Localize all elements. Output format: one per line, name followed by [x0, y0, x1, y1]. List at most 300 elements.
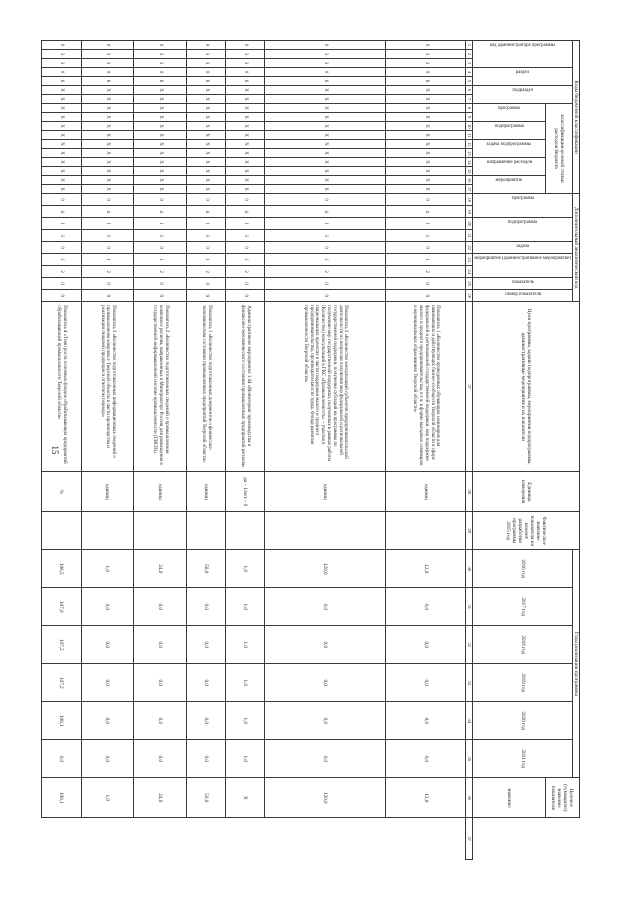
code-cell: 3: [134, 59, 187, 68]
column-number: 35: [466, 740, 473, 778]
year-value-cell: 106,5: [42, 550, 81, 588]
year-value-cell: 1,0: [226, 550, 265, 588]
indicator-text: Показатель 4 «Темп роста основных фондов обрабатывающих предприятий обрабатывающей промышленности Тверской области»: [42, 302, 81, 472]
analytic-label-2: [473, 242, 573, 254]
code-cell: X: [226, 176, 265, 185]
code-cell: 6: [81, 77, 134, 86]
target-value-cell: 50,0: [187, 778, 226, 818]
code-cell: 0: [187, 68, 226, 77]
code-cell: X: [187, 158, 226, 167]
analytic-code-cell: 4: [187, 206, 226, 218]
year-header-0: 2016 год: [473, 550, 573, 588]
code-cell: X: [226, 104, 265, 113]
analytic-code-cell: 2: [265, 266, 386, 278]
code-label-3: классификация целевой статьи расходов бюджета: [545, 104, 572, 194]
year-value-cell: 0,0: [81, 664, 134, 702]
code-cell: X: [134, 185, 187, 194]
target-header: Целевое (суммарное) значение показателя: [545, 778, 579, 818]
analytic-code-cell: 0: [134, 242, 187, 254]
column-number: 12: [466, 140, 473, 149]
year-value-cell: 0,0: [187, 588, 226, 626]
code-cell: X: [226, 140, 265, 149]
code-cell: 3: [81, 50, 134, 59]
code-label-2: [473, 86, 573, 104]
target-value-cell: 108,1: [42, 778, 81, 818]
analytic-code-cell: 3: [386, 230, 466, 242]
analytic-code-cell: 3: [42, 230, 81, 242]
code-cell: X: [265, 149, 386, 158]
code-cell: X: [386, 95, 466, 104]
year-value-cell: 50,0: [187, 550, 226, 588]
analytic-code-cell: 0: [134, 194, 187, 206]
analytic-code-cell: 3: [226, 230, 265, 242]
analytic-code-cell: 9: [226, 290, 265, 302]
analytic-code-cell: 2: [42, 266, 81, 278]
column-number: 21: [466, 230, 473, 242]
fact-cell: [187, 512, 226, 550]
code-cell: 3: [265, 59, 386, 68]
code-cell: X: [187, 140, 226, 149]
column-number: 25: [466, 278, 473, 290]
code-cell: X: [42, 122, 81, 131]
analytic-code-cell: 0: [386, 242, 466, 254]
code-cell: X: [42, 86, 81, 95]
analytic-code-cell: 0: [265, 194, 386, 206]
column-number: 24: [466, 266, 473, 278]
fact-cell: [265, 512, 386, 550]
analytic-code-cell: 4: [386, 206, 466, 218]
code-label-7: [473, 158, 546, 176]
analytic-code-cell: 1: [187, 254, 226, 266]
table-row: [265, 41, 386, 860]
column-number: 9: [466, 113, 473, 122]
code-cell: 6: [187, 77, 226, 86]
analytic-label-3: [473, 254, 573, 278]
analytic-code-cell: 1: [386, 254, 466, 266]
column-number: 26: [466, 290, 473, 302]
year-value-cell: 0,0: [265, 702, 386, 740]
year-header-2: 2018 год: [473, 626, 573, 664]
analytic-code-cell: 0: [386, 278, 466, 290]
table-row: [42, 41, 81, 860]
code-cell: X: [81, 140, 134, 149]
table-row: [226, 41, 265, 860]
year-value-cell: 1,0: [226, 588, 265, 626]
analytic-code-cell: 4: [81, 206, 134, 218]
column-number: 6: [466, 86, 473, 95]
fact-cell: [226, 512, 265, 550]
year-value-cell: 1,0: [226, 702, 265, 740]
year-value-cell: 0,0: [134, 702, 187, 740]
year-value-cell: 0,0: [42, 740, 81, 778]
year-value-cell: 108,1: [42, 702, 81, 740]
year-value-cell: 0,0: [265, 626, 386, 664]
code-cell: X: [81, 86, 134, 95]
analytic-label-3-text: мероприятие (административное мероприятие): [474, 256, 571, 262]
code-cell: X: [386, 113, 466, 122]
year-value-cell: 107,2: [42, 626, 81, 664]
code-cell: X: [386, 131, 466, 140]
analytic-code-cell: 4: [226, 206, 265, 218]
code-cell: X: [386, 176, 466, 185]
code-cell: X: [265, 86, 386, 95]
code-cell: X: [134, 131, 187, 140]
code-cell: X: [187, 104, 226, 113]
code-cell: X: [42, 104, 81, 113]
analytic-code-cell: 0: [42, 194, 81, 206]
code-cell: X: [386, 104, 466, 113]
column-number: 3: [466, 59, 473, 68]
code-cell: X: [187, 122, 226, 131]
code-cell: X: [134, 176, 187, 185]
code-cell: X: [226, 131, 265, 140]
code-cell: X: [226, 167, 265, 176]
code-label-8-text: мероприятие: [495, 178, 523, 183]
header-row-1: [573, 41, 580, 860]
code-cell: 0: [187, 41, 226, 50]
column-number: 34: [466, 702, 473, 740]
analytic-code-cell: 1: [134, 218, 187, 230]
target-value-cell: 120,0: [265, 778, 386, 818]
code-cell: 6: [42, 77, 81, 86]
code-label-0: [473, 41, 573, 68]
program-name-header: Цели программы, задачи подпрограммы, мероприятия подпрограммы, административные мероприятия и их показатели: [473, 302, 580, 472]
code-cell: 0: [134, 41, 187, 50]
code-cell: X: [226, 149, 265, 158]
column-number: 17: [466, 185, 473, 194]
analytic-code-cell: 2: [386, 266, 466, 278]
code-cell: X: [386, 86, 466, 95]
code-label-7-text: направление расходов: [486, 160, 532, 165]
rotated-page-area: [56, 40, 580, 860]
target-value-cell: Х: [226, 778, 265, 818]
analytic-code-cell: 0: [81, 194, 134, 206]
analytic-code-cell: 4: [265, 206, 386, 218]
analytics-section-header: Дополнительный аналитический код: [573, 194, 580, 302]
code-cell: X: [81, 131, 134, 140]
year-value-cell: 0,0: [134, 664, 187, 702]
code-cell: X: [187, 113, 226, 122]
code-cell: X: [134, 149, 187, 158]
code-cell: 0: [42, 68, 81, 77]
column-number: 2: [466, 50, 473, 59]
unit-cell: да – 1/нет – 0: [226, 472, 265, 512]
code-cell: X: [226, 185, 265, 194]
code-cell: 3: [386, 50, 466, 59]
year-value-cell: 24,0: [134, 550, 187, 588]
column-number: 10: [466, 122, 473, 131]
code-label-5: [473, 122, 546, 140]
column-number: 23: [466, 254, 473, 266]
analytic-code-cell: 9: [42, 290, 81, 302]
unit-cell: единиц: [386, 472, 466, 512]
code-cell: X: [386, 140, 466, 149]
code-cell: X: [265, 113, 386, 122]
analytic-code-cell: 1: [81, 254, 134, 266]
fact-header: Фактическое значение показателя на момент разработки программы 2015 год: [473, 512, 580, 550]
table-row: [187, 41, 226, 860]
column-number: 22: [466, 242, 473, 254]
analytic-code-cell: 1: [226, 218, 265, 230]
code-cell: 3: [81, 59, 134, 68]
indicator-text: Административное мероприятие 1.04 «Мониторинг производства и финансово-экономического состояния промышленных предприятий региона»: [226, 302, 265, 472]
code-cell: X: [187, 149, 226, 158]
unit-cell: единиц: [81, 472, 134, 512]
code-cell: X: [187, 185, 226, 194]
target-value-cell: 24,0: [134, 778, 187, 818]
analytic-code-cell: 9: [386, 290, 466, 302]
analytic-code-cell: 9: [265, 290, 386, 302]
code-cell: X: [187, 95, 226, 104]
code-cell: X: [134, 104, 187, 113]
analytic-code-cell: 1: [386, 218, 466, 230]
unit-cell: единиц: [265, 472, 386, 512]
analytic-label-1: [473, 218, 573, 242]
year-value-cell: 0,0: [386, 626, 466, 664]
analytic-code-cell: 3: [265, 230, 386, 242]
year-value-cell: 0,0: [81, 626, 134, 664]
analytic-code-cell: 1: [81, 218, 134, 230]
analytic-code-cell: 0: [265, 278, 386, 290]
analytic-code-cell: 1: [187, 218, 226, 230]
code-label-6: [473, 140, 546, 158]
analytic-code-cell: 9: [134, 290, 187, 302]
column-number: 31: [466, 588, 473, 626]
year-value-cell: 0,0: [386, 702, 466, 740]
code-cell: X: [265, 185, 386, 194]
analytic-code-cell: 1: [42, 218, 81, 230]
code-cell: 6: [265, 77, 386, 86]
year-value-cell: 1,0: [81, 550, 134, 588]
year-value-cell: 1,0: [226, 740, 265, 778]
year-value-cell: 120,0: [265, 550, 386, 588]
column-number: 13: [466, 149, 473, 158]
analytic-code-cell: 0: [226, 242, 265, 254]
column-number: 37: [466, 818, 473, 860]
column-number: 14: [466, 158, 473, 167]
code-cell: X: [386, 185, 466, 194]
code-cell: X: [81, 185, 134, 194]
unit-cell: %: [42, 472, 81, 512]
year-value-cell: 0,0: [386, 664, 466, 702]
year-value-cell: 0,0: [134, 588, 187, 626]
analytic-code-cell: 0: [42, 242, 81, 254]
analytic-code-cell: 0: [187, 194, 226, 206]
code-cell: 3: [187, 50, 226, 59]
code-cell: 3: [187, 59, 226, 68]
analytic-code-cell: 4: [42, 206, 81, 218]
year-value-cell: 0,0: [134, 626, 187, 664]
analytic-code-cell: 0: [226, 194, 265, 206]
unit-cell: единиц: [134, 472, 187, 512]
code-cell: X: [226, 86, 265, 95]
code-cell: 3: [42, 50, 81, 59]
analytic-label-5-text: номер показателя: [504, 292, 541, 298]
code-cell: 6: [226, 77, 265, 86]
analytic-code-cell: 1: [265, 254, 386, 266]
column-number: 16: [466, 176, 473, 185]
code-cell: 3: [265, 50, 386, 59]
code-cell: X: [265, 95, 386, 104]
code-cell: 3: [226, 50, 265, 59]
code-cell: X: [226, 122, 265, 131]
column-number: 7: [466, 95, 473, 104]
target-value-cell: 12,0: [386, 778, 466, 818]
analytic-label-2-text: задача: [516, 244, 530, 250]
year-value-cell: 0,0: [81, 740, 134, 778]
analytic-code-cell: 1: [265, 218, 386, 230]
code-cell: 0: [81, 41, 134, 50]
code-cell: X: [265, 122, 386, 131]
analytic-code-cell: 2: [134, 266, 187, 278]
code-cell: X: [187, 176, 226, 185]
analytic-code-cell: 2: [226, 266, 265, 278]
code-cell: 0: [226, 68, 265, 77]
table-row: [134, 41, 187, 860]
analytic-code-cell: 9: [81, 290, 134, 302]
analytic-code-cell: 0: [187, 242, 226, 254]
code-cell: X: [42, 158, 81, 167]
code-cell: X: [42, 131, 81, 140]
analytic-code-cell: 0: [81, 278, 134, 290]
year-value-cell: 0,0: [265, 664, 386, 702]
column-number: 18: [466, 194, 473, 206]
analytic-code-cell: 1: [226, 254, 265, 266]
table-row: [386, 41, 466, 860]
code-cell: X: [265, 104, 386, 113]
code-cell: X: [187, 131, 226, 140]
code-cell: X: [81, 113, 134, 122]
column-number: 33: [466, 664, 473, 702]
year-value-cell: 1,0: [226, 664, 265, 702]
year-value-cell: 12,0: [386, 550, 466, 588]
code-label-4: [473, 104, 546, 122]
code-cell: X: [81, 167, 134, 176]
fact-cell: [386, 512, 466, 550]
analytic-label-4: [473, 278, 573, 290]
column-number: 4: [466, 68, 473, 77]
code-cell: 0: [265, 41, 386, 50]
code-cell: X: [187, 167, 226, 176]
fact-cell: [81, 512, 134, 550]
code-cell: X: [42, 149, 81, 158]
analytic-label-0-text: программа: [511, 196, 534, 202]
code-cell: 0: [81, 68, 134, 77]
column-number: 1: [466, 41, 473, 50]
column-number: 5: [466, 77, 473, 86]
years-header: Годы реализации программы: [573, 550, 580, 778]
code-cell: X: [134, 167, 187, 176]
analytic-code-cell: 2: [187, 266, 226, 278]
column-number: 15: [466, 167, 473, 176]
year-header-3: 2019 год: [473, 664, 573, 702]
code-cell: X: [265, 158, 386, 167]
code-cell: X: [42, 167, 81, 176]
code-cell: 0: [42, 41, 81, 50]
page-number: 15: [50, 445, 60, 455]
code-cell: X: [265, 131, 386, 140]
year-value-cell: 0,0: [386, 588, 466, 626]
code-cell: X: [386, 149, 466, 158]
code-cell: X: [386, 167, 466, 176]
code-cell: 3: [134, 50, 187, 59]
code-cell: X: [187, 86, 226, 95]
code-cell: 0: [386, 41, 466, 50]
code-cell: X: [226, 158, 265, 167]
indicator-text: Показатель 3 «Количество подготовленных информационных сведений о промышленном комплексе Тверской области в части производства и реализации пищевой продукции в отчетном периоде»: [81, 302, 134, 472]
indicator-text: Показатель 2 «Количество подготовленных сведений о промышленном комплексе региона, направленных в Минпромторг России для размещения в государственной информационной системе промышленности (ГИСП)»: [134, 302, 187, 472]
code-cell: 0: [265, 68, 386, 77]
code-label-1: [473, 68, 573, 86]
code-label-2-text: подраздел: [512, 88, 533, 93]
year-value-cell: 0,0: [265, 588, 386, 626]
analytic-code-cell: 0: [42, 278, 81, 290]
year-header-5: 2021 год: [473, 740, 573, 778]
column-number: 19: [466, 206, 473, 218]
code-cell: X: [134, 95, 187, 104]
analytic-code-cell: 0: [226, 278, 265, 290]
year-value-cell: 0,0: [81, 588, 134, 626]
code-cell: 0: [226, 41, 265, 50]
code-cell: X: [42, 176, 81, 185]
program-table-wrapper: [56, 40, 580, 860]
analytic-code-cell: 9: [187, 290, 226, 302]
column-number: 8: [466, 104, 473, 113]
code-cell: 3: [226, 59, 265, 68]
code-cell: 3: [42, 59, 81, 68]
fact-cell: [134, 512, 187, 550]
target-value-cell: 1,0: [81, 778, 134, 818]
year-value-cell: 0,0: [187, 702, 226, 740]
year-value-cell: 107,2: [42, 664, 81, 702]
analytic-code-cell: 2: [81, 266, 134, 278]
target-value-header: значение: [473, 778, 546, 818]
analytic-code-cell: 3: [134, 230, 187, 242]
code-cell: X: [226, 95, 265, 104]
analytic-code-cell: 0: [265, 242, 386, 254]
code-label-6-text: задача подпрограммы: [486, 142, 532, 147]
fact-cell: [42, 512, 81, 550]
code-cell: X: [265, 140, 386, 149]
unit-cell: единиц: [187, 472, 226, 512]
program-indicators-table: [41, 40, 580, 860]
code-cell: X: [42, 140, 81, 149]
year-value-cell: 0,0: [187, 626, 226, 664]
analytic-code-cell: 1: [134, 254, 187, 266]
analytic-code-cell: 3: [187, 230, 226, 242]
column-number: 28: [466, 472, 473, 512]
code-cell: X: [81, 176, 134, 185]
year-value-cell: 107,0: [42, 588, 81, 626]
analytic-label-4-text: показатель: [511, 280, 534, 286]
year-header-4: 2020 год: [473, 702, 573, 740]
code-cell: 6: [134, 77, 187, 86]
code-cell: X: [134, 113, 187, 122]
analytic-label-5: [473, 290, 573, 302]
code-cell: X: [265, 167, 386, 176]
year-value-cell: 0,0: [81, 702, 134, 740]
code-cell: 6: [386, 77, 466, 86]
column-number: 11: [466, 131, 473, 140]
code-cell: X: [42, 95, 81, 104]
code-label-0-text: код администратора программы: [490, 43, 556, 48]
column-number: 36: [466, 778, 473, 818]
code-cell: X: [265, 176, 386, 185]
code-cell: X: [81, 95, 134, 104]
analytic-code-cell: 0: [386, 194, 466, 206]
code-cell: X: [386, 158, 466, 167]
year-value-cell: 0,0: [134, 740, 187, 778]
